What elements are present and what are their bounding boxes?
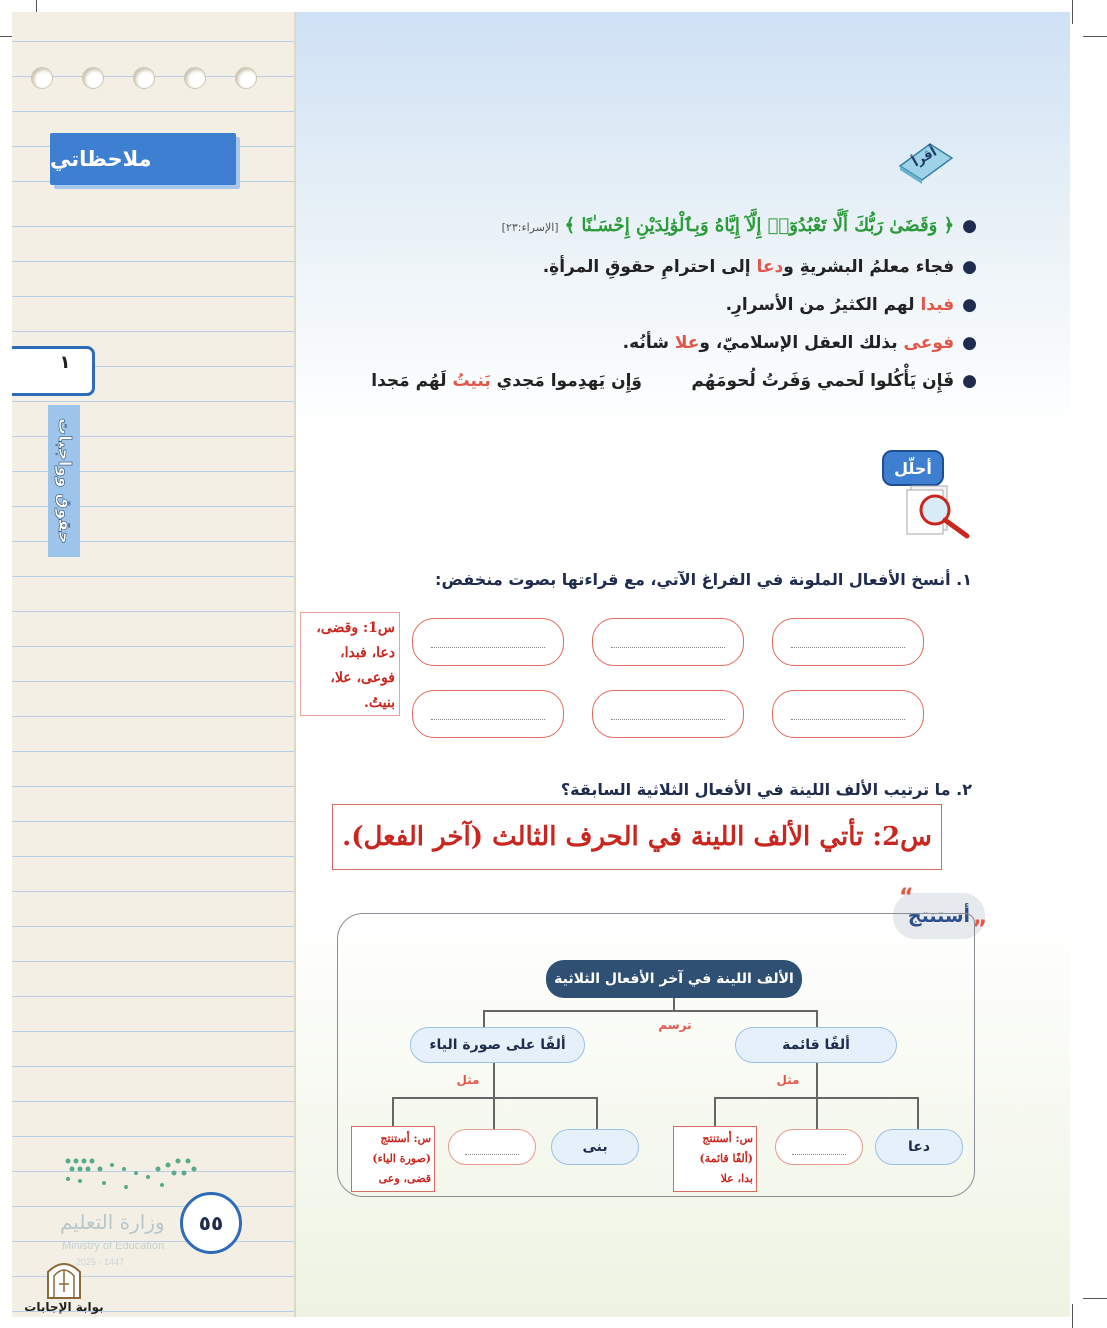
- concept-root-label: الألف اللينة في آخر الأفعال الثلاثية: [554, 971, 794, 987]
- connector: [673, 998, 675, 1010]
- line-text: فجاء معلمُ البشريةِ و: [783, 257, 955, 277]
- year-label: 2025 - 1447: [76, 1257, 125, 1267]
- q2-answer: س2: تأتي الألف اللينة في الحرف الثالث (آخر الفعل).: [342, 822, 932, 852]
- q1-answer-line: بنيتُ.: [364, 695, 395, 711]
- right-note-line: بدا، علا: [720, 1172, 753, 1185]
- q1-answer-line: دعا، فبدا،: [340, 645, 395, 661]
- binder-hole: [133, 67, 155, 89]
- q2-answer-box: [332, 804, 942, 870]
- answer-field[interactable]: [592, 618, 744, 666]
- branch-left: [410, 1027, 585, 1063]
- branch-left-label: ألفًا على صورة الياء: [429, 1037, 566, 1053]
- q1-answer-note: [300, 612, 400, 716]
- example-label-left: مثل: [456, 1073, 480, 1087]
- connector: [816, 1097, 818, 1129]
- answer-field[interactable]: [412, 618, 564, 666]
- concept-root: [546, 960, 802, 998]
- binder-hole: [235, 67, 257, 89]
- left-note: [351, 1126, 435, 1192]
- page-number-circle: [180, 1192, 242, 1254]
- verb-highlight: بَنيتُ: [452, 371, 491, 391]
- q1-answer-line: س1: وقضى،: [316, 620, 395, 636]
- ministry-name-en: Ministry of Education: [62, 1240, 165, 1252]
- example-left-label: بنى: [582, 1139, 608, 1155]
- poem-hemistich-right: فَإِن يَأْكُلوا لَحمي وَفَرتُ لُحومَهُم: [691, 371, 955, 391]
- line-text: لَهُم مَجدا: [371, 371, 453, 391]
- connector: [483, 1010, 817, 1012]
- connector: [493, 1097, 495, 1129]
- line-text: بذلك العقل الإسلاميّ، و: [699, 333, 904, 353]
- connector: [493, 1063, 495, 1097]
- verb-highlight: فوعى: [903, 333, 955, 353]
- notes-panel: [12, 12, 296, 1317]
- line-text: لهم الكثيرُ من الأسرارِ.: [725, 295, 921, 315]
- portal-name: بوابة الإجابات: [24, 1300, 104, 1314]
- answer-field[interactable]: [772, 690, 924, 738]
- right-note: [673, 1126, 757, 1192]
- connector: [392, 1097, 394, 1129]
- analyze-badge-label: أحلّل: [894, 458, 932, 478]
- example-blank[interactable]: [775, 1129, 863, 1165]
- reading-line-3: ●فبدا لهم الكثيرُ من الأسرارِ.: [725, 295, 977, 315]
- read-badge: [896, 140, 954, 184]
- conclude-badge-label: أستنتج: [907, 905, 971, 927]
- connector: [596, 1097, 598, 1129]
- verb-highlight: فبدا: [920, 295, 955, 315]
- left-note-line: قضى، وعى: [378, 1172, 431, 1185]
- unit-title-tab: [48, 405, 80, 557]
- left-note-line: (صورة الياء): [372, 1152, 431, 1165]
- ministry-name-ar: وزارة التعليم: [60, 1210, 165, 1234]
- reading-line-5: ●فَإِن يَأْكُلوا لَحمي وَفَرتُ لُحومَهُم: [691, 371, 977, 391]
- magnifier-icon: [905, 480, 971, 540]
- reading-line-2: ●فجاء معلمُ البشريةِ ودعا إلى احترامِ حقوقِ المرأةِ.: [542, 257, 977, 277]
- binder-hole: [82, 67, 104, 89]
- notes-title: ملاحظاتي: [50, 133, 236, 185]
- example-label-right: مثل: [776, 1073, 800, 1087]
- verb-highlight: دعا: [756, 257, 784, 277]
- read-badge-label: أقرأ: [909, 144, 940, 171]
- quran-verse: ﴿ وَقَضَىٰ رَبُّكَ أَلَّا تَعْبُدُوٓا۟ إِلَّآ إِيَّاهُ وَبِٱلْوَٰلِدَيْنِ إِحْسَـٰنًا ﴾: [564, 215, 955, 236]
- ministry-logo: [62, 1155, 202, 1195]
- unit-number: ١: [59, 352, 71, 373]
- q1-answer-line: فوعى، علا،: [330, 670, 395, 686]
- right-note-line: (ألفًا قائمة): [699, 1152, 753, 1165]
- example-blank[interactable]: [448, 1129, 536, 1165]
- question-2: ٢. ما ترتيب الألف اللينة في الأفعال الثلاثية السابقة؟: [560, 780, 972, 799]
- answer-field[interactable]: [412, 690, 564, 738]
- line-text: إلى احترامِ حقوقِ المرأةِ.: [542, 257, 757, 277]
- connector: [816, 1010, 818, 1028]
- example-right: [875, 1129, 963, 1165]
- unit-title: حقوق وواجبات: [54, 418, 74, 544]
- quote-close-icon: ”: [972, 917, 987, 942]
- reading-line-1: ●﴿ وَقَضَىٰ رَبُّكَ أَلَّا تَعْبُدُوٓا۟ إِلَّآ إِيَّاهُ وَبِٱلْوَٰلِدَيْنِ إِحْسَـٰنًا ﴾ [الإسراء:٢٣]: [501, 215, 977, 236]
- question-1: ١. أنسخ الأفعال الملونة في الفراغ الآتي، مع قراءتها بصوت منخفض:: [435, 570, 972, 589]
- verse-citation: [الإسراء:٢٣]: [501, 221, 559, 234]
- connector: [917, 1097, 919, 1129]
- connector: [714, 1097, 716, 1129]
- example-left: [551, 1129, 639, 1165]
- binder-hole: [31, 67, 53, 89]
- connector: [816, 1063, 818, 1097]
- connector-label: ترسم: [658, 1018, 692, 1032]
- branch-right-label: ألفًا قائمة: [782, 1037, 850, 1053]
- verb-highlight: علا: [674, 333, 700, 353]
- left-note-line: س: أستنتج: [380, 1132, 431, 1145]
- answer-field[interactable]: [772, 618, 924, 666]
- portal-logo-icon: [44, 1256, 84, 1300]
- binder-hole: [184, 67, 206, 89]
- reading-line-4: ●فوعى بذلك العقل الإسلاميّ، وعلا شأنُه.: [622, 333, 977, 353]
- example-right-label: دعا: [908, 1139, 931, 1155]
- line-text: وَإِن يَهدِموا مَجدي: [490, 371, 642, 391]
- quote-open-icon: “: [899, 885, 914, 910]
- page-number: ٥٥: [198, 1211, 224, 1235]
- branch-right: [735, 1027, 897, 1063]
- connector: [483, 1010, 485, 1028]
- poem-hemistich-left: [371, 371, 642, 391]
- ministry-dots-icon: [62, 1155, 202, 1195]
- right-note-line: س: أستنتج: [702, 1132, 753, 1145]
- answer-field[interactable]: [592, 690, 744, 738]
- line-text: شأنُه.: [622, 333, 675, 353]
